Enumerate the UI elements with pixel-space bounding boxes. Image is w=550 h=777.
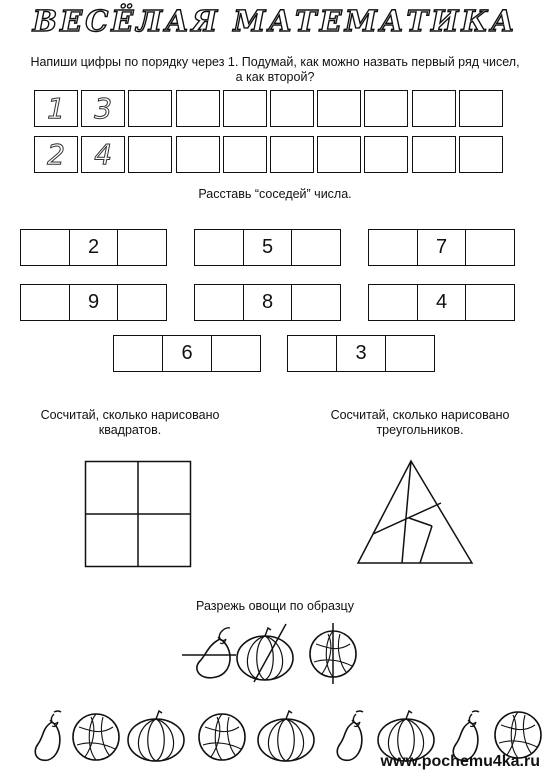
task1-instruction [0, 55, 550, 85]
digit-cell[interactable] [364, 136, 408, 173]
squares-figure [84, 460, 194, 570]
task4-instruction: Разрежь овощи по образцу [196, 599, 354, 613]
blank-cell[interactable] [288, 336, 337, 371]
neighbor-box [368, 229, 515, 266]
blank-cell[interactable] [369, 285, 418, 320]
blank-cell[interactable] [466, 285, 514, 320]
neighbor-box [194, 284, 341, 321]
traced-digit-cell[interactable]: 4 [81, 136, 125, 173]
blank-cell[interactable] [292, 230, 340, 265]
digit-cell[interactable] [364, 90, 408, 127]
digit-cell[interactable] [176, 90, 220, 127]
task1-instruction-line2: а как второй? [235, 70, 315, 84]
count-triangles-instruction [310, 408, 530, 438]
digit-cell[interactable] [317, 136, 361, 173]
blank-cell[interactable] [118, 285, 166, 320]
blank-cell[interactable] [386, 336, 434, 371]
number-cell: 7 [418, 230, 467, 265]
digit-cell[interactable] [270, 90, 314, 127]
count-squares-instruction [20, 408, 240, 438]
task1-instruction-line1: Напиши цифры по порядку через 1. Подумай, как можно назвать первый ряд чисел, [30, 55, 520, 69]
neighbor-box [113, 335, 261, 372]
number-cell: 2 [70, 230, 119, 265]
neighbor-box [287, 335, 435, 372]
number-cell: 6 [163, 336, 212, 371]
digit-cell[interactable] [128, 90, 172, 127]
footer-site: www.pochemu4ka.ru [380, 753, 540, 770]
cabbage-icon[interactable] [68, 708, 124, 764]
blank-cell[interactable] [369, 230, 418, 265]
neighbor-box [20, 284, 167, 321]
task2-instruction: Расставь “соседей” числа. [198, 187, 352, 201]
blank-cell[interactable] [195, 285, 244, 320]
page-title: ВЕСЁЛАЯ МАТЕМАТИКА [32, 4, 518, 38]
eggplant-sample-icon [178, 621, 238, 683]
digit-cell[interactable] [223, 90, 267, 127]
blank-cell[interactable] [466, 230, 514, 265]
number-cell: 4 [418, 285, 467, 320]
eggplant-icon[interactable] [330, 708, 370, 764]
neighbor-box [20, 229, 167, 266]
blank-cell[interactable] [195, 230, 244, 265]
blank-cell[interactable] [21, 285, 70, 320]
cabbage-icon[interactable] [194, 708, 250, 764]
digit-cell[interactable] [317, 90, 361, 127]
digit-cell[interactable] [459, 136, 503, 173]
digit-cell[interactable] [128, 136, 172, 173]
number-cell: 3 [337, 336, 386, 371]
neighbor-box [368, 284, 515, 321]
digit-cell[interactable] [459, 90, 503, 127]
blank-cell[interactable] [292, 285, 340, 320]
traced-digit-cell[interactable]: 1 [34, 90, 78, 127]
cabbage-sample-icon [304, 622, 364, 686]
number-cell: 9 [70, 285, 119, 320]
digit-cell[interactable] [176, 136, 220, 173]
digit-cell[interactable] [270, 136, 314, 173]
number-cell: 8 [244, 285, 293, 320]
digit-cell[interactable] [412, 90, 456, 127]
neighbor-box [194, 229, 341, 266]
blank-cell[interactable] [118, 230, 166, 265]
count-triangles-line2: треугольников. [376, 423, 464, 437]
blank-cell[interactable] [114, 336, 163, 371]
number-cell: 5 [244, 230, 293, 265]
triangles-figure [350, 458, 480, 568]
blank-cell[interactable] [21, 230, 70, 265]
pumpkin-icon[interactable] [254, 706, 318, 764]
digit-cell[interactable] [223, 136, 267, 173]
count-squares-line2: квадратов. [98, 423, 162, 437]
eggplant-icon[interactable] [28, 708, 68, 764]
pumpkin-icon[interactable] [124, 706, 188, 764]
traced-digit-cell[interactable]: 2 [34, 136, 78, 173]
count-triangles-line1: Сосчитай, сколько нарисовано [330, 408, 510, 422]
digit-cell[interactable] [412, 136, 456, 173]
pumpkin-sample-icon [232, 622, 298, 684]
count-squares-line1: Сосчитай, сколько нарисовано [40, 408, 220, 422]
traced-digit-cell[interactable]: 3 [81, 90, 125, 127]
blank-cell[interactable] [212, 336, 260, 371]
